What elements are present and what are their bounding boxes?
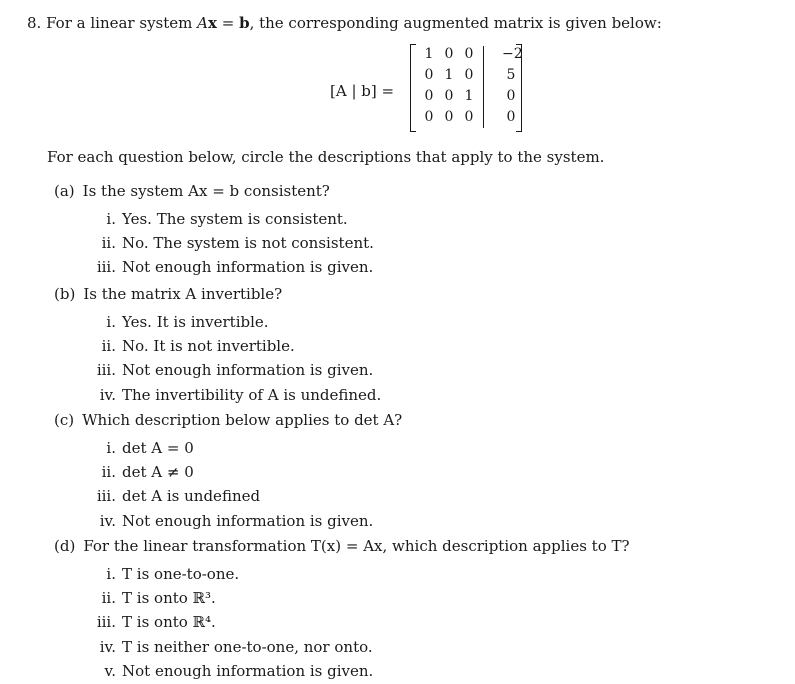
answer-option[interactable] — [90, 565, 239, 583]
matrix-cell: 0 — [464, 109, 474, 125]
answer-option[interactable] — [90, 613, 216, 631]
intro-matrix-A: A — [197, 14, 208, 32]
answer-option[interactable] — [90, 512, 373, 530]
option-text: Yes. The system is consistent. — [122, 210, 348, 228]
option-number: iii. — [96, 258, 116, 276]
matrix-cell: 0 — [444, 109, 454, 125]
question-text: For the linear transformation T(x) = Ax, which description applies to T? — [83, 537, 630, 555]
option-text: No. The system is not consistent. — [122, 234, 374, 252]
intro-text-start: For a linear system — [46, 14, 198, 32]
problem-statement — [27, 14, 662, 32]
answer-option[interactable] — [90, 662, 373, 680]
option-text: T is neither one-to-one, nor onto. — [122, 638, 373, 656]
option-number: iv. — [99, 512, 116, 530]
matrix-cell: 1 — [424, 46, 434, 62]
matrix-cell: 1 — [444, 67, 454, 83]
option-number: iii. — [96, 487, 116, 505]
option-number: ii. — [101, 337, 116, 355]
question-c — [54, 411, 402, 429]
question-b — [54, 285, 282, 303]
option-number: iii. — [96, 361, 116, 379]
intro-vector-b: b — [239, 14, 250, 32]
option-number: i. — [106, 565, 116, 583]
matrix-cell: 0 — [464, 67, 474, 83]
question-text: Which description below applies to det A? — [82, 411, 403, 429]
option-number: iv. — [99, 386, 116, 404]
option-text: T is onto ℝ⁴. — [122, 613, 216, 631]
answer-option[interactable] — [90, 313, 269, 331]
matrix-cell: −2 — [502, 46, 523, 62]
problem-number: 8. — [27, 14, 42, 32]
option-text: Yes. It is invertible. — [122, 313, 269, 331]
matrix-cell: 0 — [444, 46, 454, 62]
matrix-cell: 0 — [424, 67, 434, 83]
option-text: No. It is not invertible. — [122, 337, 295, 355]
augment-divider — [483, 46, 484, 128]
option-number: i. — [106, 210, 116, 228]
question-label: (b) — [54, 285, 76, 303]
answer-option[interactable] — [90, 589, 216, 607]
option-number: ii. — [101, 463, 116, 481]
option-text: det A is undefined — [122, 487, 261, 505]
instruction-text: For each question below, circle the descriptions that apply to the system. — [47, 148, 605, 166]
option-number: iii. — [96, 613, 116, 631]
option-text: Not enough information is given. — [122, 258, 374, 276]
option-number: ii. — [101, 234, 116, 252]
matrix-left-bracket — [410, 44, 416, 132]
answer-option[interactable] — [90, 361, 373, 379]
question-a — [54, 182, 330, 200]
answer-option[interactable] — [90, 258, 373, 276]
option-text: Not enough information is given. — [122, 512, 374, 530]
answer-option[interactable] — [90, 234, 374, 252]
option-number: i. — [106, 313, 116, 331]
matrix-cell: 0 — [424, 88, 434, 104]
option-number: v. — [104, 662, 116, 680]
answer-option[interactable] — [90, 210, 348, 228]
option-number: iv. — [99, 638, 116, 656]
answer-option[interactable] — [90, 487, 260, 505]
answer-option[interactable] — [90, 386, 381, 404]
answer-option[interactable] — [90, 463, 194, 481]
matrix-cell: 0 — [464, 46, 474, 62]
question-label: (a) — [54, 182, 75, 200]
matrix-cell: 1 — [464, 88, 474, 104]
matrix-cell: 0 — [424, 109, 434, 125]
intro-equals: = — [216, 14, 240, 32]
question-text: Is the matrix A invertible? — [83, 285, 283, 303]
answer-option[interactable] — [90, 638, 373, 656]
matrix-cell: 5 — [506, 67, 516, 83]
option-text: det A = 0 — [122, 439, 194, 457]
matrix-label: [A | b] = — [330, 82, 395, 100]
augmented-matrix — [410, 44, 522, 132]
option-number: ii. — [101, 589, 116, 607]
question-text: Is the system Ax = b consistent? — [82, 182, 330, 200]
matrix-cell: 0 — [506, 88, 516, 104]
option-text: T is one-to-one. — [122, 565, 240, 583]
option-text: det A ≠ 0 — [122, 463, 194, 481]
matrix-cell: 0 — [506, 109, 516, 125]
intro-text-end: , the corresponding augmented matrix is given below: — [249, 14, 662, 32]
answer-option[interactable] — [90, 337, 295, 355]
question-label: (d) — [54, 537, 76, 555]
question-label: (c) — [54, 411, 75, 429]
matrix-cell: 0 — [444, 88, 454, 104]
answer-option[interactable] — [90, 439, 194, 457]
option-text: T is onto ℝ³. — [122, 589, 216, 607]
option-number: i. — [106, 439, 116, 457]
option-text: The invertibility of A is undefined. — [122, 386, 382, 404]
option-text: Not enough information is given. — [122, 361, 374, 379]
option-text: Not enough information is given. — [122, 662, 374, 680]
intro-vector-x: x — [208, 14, 217, 32]
question-d — [54, 537, 630, 555]
